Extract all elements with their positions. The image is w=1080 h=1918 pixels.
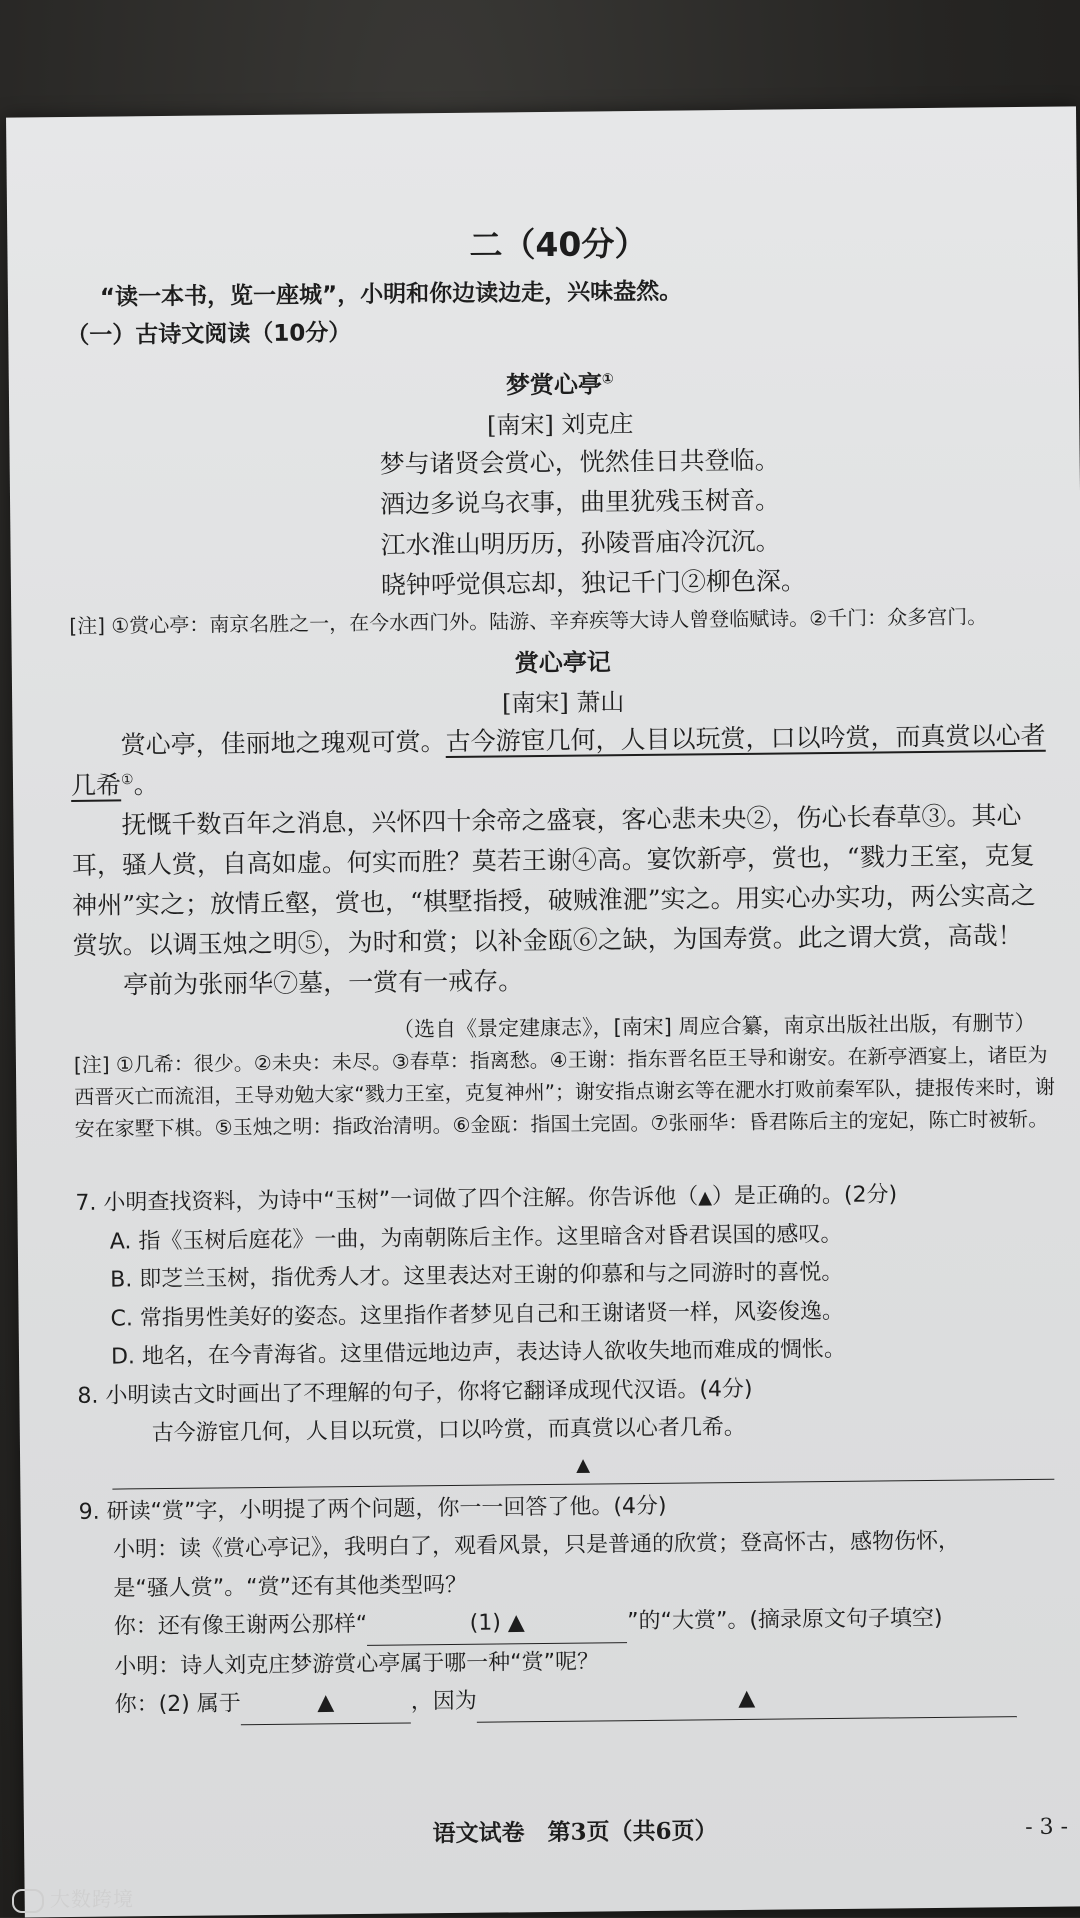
q8-answer-line: ▲ xyxy=(112,1444,1054,1489)
footer-title: 语文试卷 第3页（共6页） xyxy=(432,1817,718,1848)
poem-line: 酒边多说乌衣事，曲里犹残玉树音。 xyxy=(379,485,781,519)
q8-stem: 8. 小明读古文时画出了不理解的句子，你将它翻译成现代汉语。(4分) xyxy=(77,1376,753,1409)
poem-line: 江水淮山明历历，孙陵晋庙冷沉沉。 xyxy=(380,526,781,560)
essay-p1-a: 赏心亭，佳丽地之瑰观可赏。 xyxy=(120,726,446,759)
essay-p1-underlined: 古今游宦几何，人目以玩赏，口以吟赏，而真赏以心者几希 xyxy=(70,720,1046,800)
watermark-logo-icon xyxy=(12,1889,44,1913)
page-number: - 3 - xyxy=(1025,1814,1069,1841)
poem-body xyxy=(67,437,1055,609)
question-9 xyxy=(78,1483,1066,1726)
q9-blank-2: ▲ xyxy=(241,1683,411,1724)
q9-line-3-b: ”的“大赏”。(摘录原文句子填空) xyxy=(627,1605,943,1635)
watermark-text: 大数跨境 xyxy=(50,1887,134,1911)
q9-line-3-a: 你：还有像王谢两公那样“ xyxy=(113,1611,368,1640)
answer-marker: ▲ xyxy=(698,1187,713,1209)
essay-paragraph-2: 抚慨千数百年之消息，兴怀四十余帝之盛衰，客心悲未央②，伤心长春草③。其心耳，骚人赏，自高如虚。何实而胜？莫若王谢④高。宴饮新亭，赏也，“戮力王室，克复神州”实之；放情丘壑，赏也，“棋墅指授，破贼淮淝”实之。用实心办实功，两公实高之赏欤。以调玉烛之明⑤，为时和赏；以补金瓯⑥之缺，为国寿赏。此之谓大赏，高哉！ xyxy=(71,800,1036,960)
poem-author: [南宋] 刘克庄 xyxy=(486,409,634,440)
poem-line: 梦与诸贤会赏心，恍然佳日共登临。 xyxy=(379,445,780,479)
essay-p1-note: ① xyxy=(120,771,134,788)
exam-page xyxy=(6,106,1080,1917)
question-7 xyxy=(75,1175,1063,1378)
essay-note: [注] ①几希：很少。②未央：未尽。③春草：指离愁。④王谢：指东晋名臣王导和谢安。在新亭酒宴上，诸臣为西晋灭亡而流泪，王导劝勉大家“戮力王室，克复神州”；谢安指点谢玄等在淝水打败前秦军队，捷报传来时，谢安在家墅下棋。⑤玉烛之明：指政治清明。⑥金瓯：指国土完固。⑦张丽华：昏君陈后主的宠妃，陈亡时被斩。 xyxy=(73,1042,1056,1141)
poem-title xyxy=(67,361,1053,407)
essay-author: [南宋] 萧山 xyxy=(501,687,625,717)
q8-sentence: 古今游宦几何，人目以玩赏，口以吟赏，而真赏以心者几希。 xyxy=(151,1414,746,1447)
essay-title: 赏心亭记 xyxy=(514,647,611,677)
question-8 xyxy=(77,1367,1064,1489)
q7-option-a: A. 指《玉树后庭花》一曲，为南朝陈后主作。这里暗含对昏君误国的感叹。 xyxy=(109,1221,843,1255)
poem-title-text: 梦赏心亭 xyxy=(505,369,603,399)
q9-blank-3: ▲ xyxy=(477,1677,1017,1722)
essay-source: （选自《景定建康志》，[南宋] 周应合纂，南京出版社出版，有删节） xyxy=(392,1010,1036,1042)
q9-line-5-mid: ，因为 xyxy=(410,1688,477,1715)
q9-line-4: 小明：诗人刘克庄梦游赏心亭属于哪一种“赏”呢？ xyxy=(114,1648,600,1680)
watermark xyxy=(12,1883,134,1913)
essay-p1-c: 。 xyxy=(133,769,159,799)
essay-paragraph-1 xyxy=(70,715,1057,805)
q9-line-2: 是“骚人赏”。“赏”还有其他类型吗？ xyxy=(113,1572,468,1602)
q9-line-1: 小明：读《赏心亭记》，我明白了，观看风景，只是普通的欣赏；登高怀古，感物伤怀， xyxy=(112,1528,961,1563)
q7-option-c: C. 常指男性美好的姿态。这里指作者梦见自己和王谢诸贤一样，风姿俊逸。 xyxy=(110,1298,845,1332)
page-content xyxy=(65,215,1067,1727)
q7-stem-a: 7. 小明查找资料，为诗中“玉树”一词做了四个注解。你告诉他（ xyxy=(75,1184,699,1216)
q9-line-5-a: 你：(2) 属于 xyxy=(114,1691,241,1718)
section-intro: “读一本书，览一座城”，小明和你边读边走，兴味盎然。 xyxy=(99,278,683,311)
q9-stem: 9. 研读“赏”字，小明提了两个问题，你一一回答了他。(4分) xyxy=(78,1493,667,1525)
q7-option-b: B. 即芝兰玉树，指优秀人才。这里表达对王谢的仰慕和与之同游时的喜悦。 xyxy=(110,1259,844,1293)
poem-title-note: ① xyxy=(601,370,614,387)
q9-blank-1: (1) ▲ xyxy=(367,1603,627,1645)
q7-stem-b: ）是正确的。(2分) xyxy=(711,1182,898,1210)
page-footer xyxy=(82,1809,1068,1859)
essay-paragraph-3: 亭前为张丽华⑦墓，一赏有一戒存。 xyxy=(122,965,524,999)
poem-note: [注] ①赏心亭：南京名胜之一，在今水西门外。陆游、辛弃疾等大诗人曾登临赋诗。②千门：众多宫门。 xyxy=(69,603,988,638)
section-header: 二（40分） xyxy=(469,223,648,265)
q7-option-d: D. 地名，在今青海省。这里借远地边声，表达诗人欲收失地而难成的惆怅。 xyxy=(110,1336,847,1370)
part1-heading: （一）古诗文阅读（10分） xyxy=(66,319,352,349)
poem-line: 晓钟呼觉俱忘却，独记千门②柳色深。 xyxy=(380,566,807,600)
